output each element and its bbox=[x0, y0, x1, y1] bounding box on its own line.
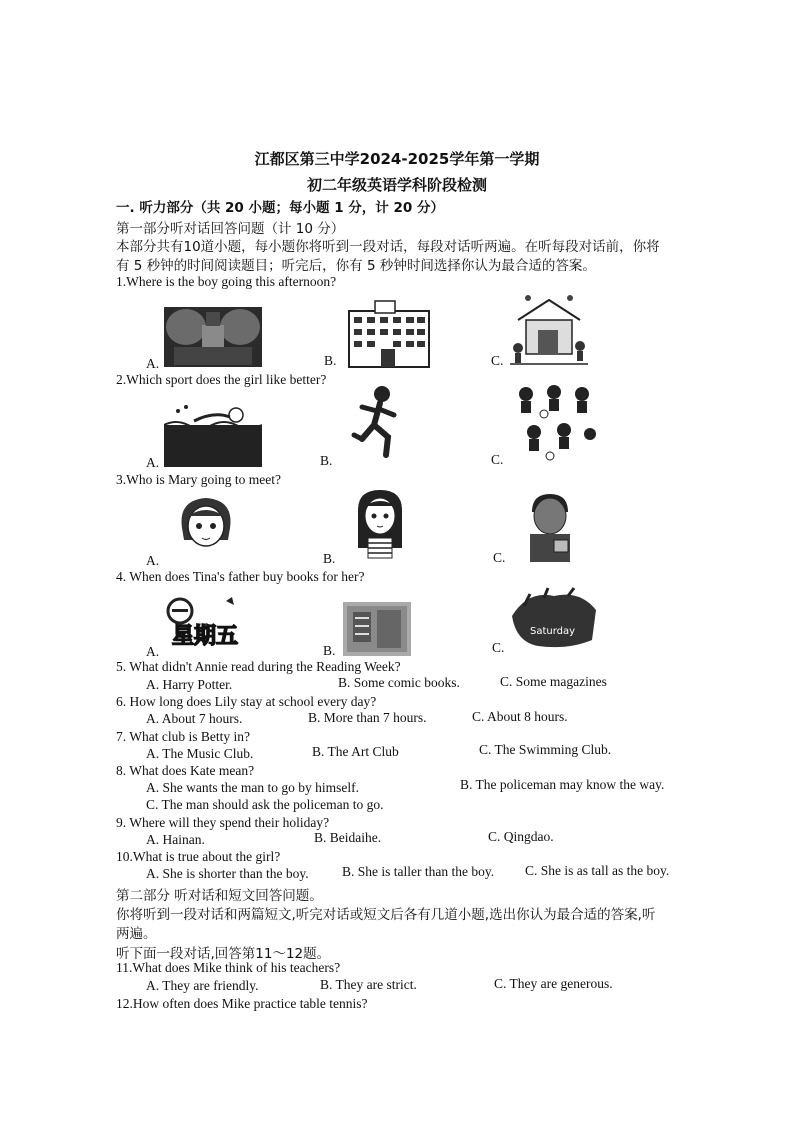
q9-option-b: B. Beidaihe. bbox=[314, 830, 382, 845]
q6-option-b: B. More than 7 hours. bbox=[308, 710, 427, 725]
q8-option-c: C. The man should ask the policeman to go. bbox=[146, 797, 384, 812]
question-4: 4. When does Tina's father buy books for her? bbox=[116, 569, 365, 584]
q1-option-b-label: B. bbox=[324, 353, 337, 368]
museum-photo-icon bbox=[164, 307, 262, 367]
q8-option-a: A. She wants the man to go by himself. bbox=[146, 780, 359, 795]
part2-instructions-1: 你将听到一段对话和两篇短文,听完对话或短文后各有几道小题,选出你认为最合适的答案,听 bbox=[116, 907, 656, 923]
friday-sign-icon bbox=[166, 595, 238, 655]
question-1: 1.Where is the boy going this afternoon? bbox=[116, 274, 337, 289]
question-5: 5. What didn't Annie read during the Reading Week? bbox=[116, 659, 401, 674]
q11-option-b: B. They are strict. bbox=[320, 977, 417, 992]
q7-option-a: A. The Music Club. bbox=[146, 746, 254, 761]
question-7: 7. What club is Betty in? bbox=[116, 729, 250, 744]
boy-icon bbox=[520, 490, 580, 562]
q5-option-a: A. Harry Potter. bbox=[146, 677, 233, 692]
q11-option-a: A. They are friendly. bbox=[146, 978, 259, 993]
part2-instructions-2: 两遍。 bbox=[116, 926, 157, 942]
q10-option-a: A. She is shorter than the boy. bbox=[146, 866, 309, 881]
q4-option-a-label: A. bbox=[146, 644, 160, 659]
part1-instructions-1: 本部分共有10道小题，每小题你将听到一段对话，每段对话听两遍。在听每段对话前，你将 bbox=[116, 239, 660, 255]
q9-option-c: C. Qingdao. bbox=[488, 829, 554, 844]
q7-option-c: C. The Swimming Club. bbox=[479, 742, 612, 757]
part2-title: 第二部分 听对话和短文回答问题。 bbox=[116, 888, 323, 904]
q5-option-b: B. Some comic books. bbox=[338, 675, 460, 690]
question-12: 12.How often does Mike practice table tennis? bbox=[116, 996, 368, 1011]
q9-option-a: A. Hainan. bbox=[146, 832, 205, 847]
q3-option-c-label: C. bbox=[493, 550, 506, 565]
wednesday-sign-icon bbox=[343, 602, 411, 656]
q8-option-b: B. The policeman may know the way. bbox=[460, 777, 665, 792]
friday-sign-text: 星期五 bbox=[172, 624, 239, 649]
q3-option-a-label: A. bbox=[146, 553, 160, 568]
question-9: 9. Where will they spend their holiday? bbox=[116, 815, 330, 830]
school-building-icon bbox=[345, 297, 433, 369]
q2-option-c-label: C. bbox=[491, 452, 504, 467]
part1-instructions-2: 有 5 秒钟的时间阅读题目；听完后，你有 5 秒钟时间选择你认为最合适的答案。 bbox=[116, 258, 596, 274]
q7-option-b: B. The Art Club bbox=[312, 744, 399, 759]
q6-option-c: C. About 8 hours. bbox=[472, 709, 568, 724]
part2-sub-intro: 听下面一段对话,回答第11～12题。 bbox=[116, 946, 331, 962]
question-10: 10.What is true about the girl? bbox=[116, 849, 281, 864]
q1-option-c-label: C. bbox=[491, 353, 504, 368]
q10-option-b: B. She is taller than the boy. bbox=[342, 864, 495, 879]
running-icon bbox=[346, 385, 408, 459]
q4-option-b-label: B. bbox=[323, 643, 336, 658]
q4-option-c-label: C. bbox=[492, 640, 505, 655]
question-8: 8. What does Kate mean? bbox=[116, 763, 255, 778]
girl-long-hair-icon bbox=[352, 488, 408, 560]
girl-short-hair-icon bbox=[174, 494, 238, 554]
question-6: 6. How long does Lily stay at school every day? bbox=[116, 694, 377, 709]
q11-option-c: C. They are generous. bbox=[494, 976, 613, 991]
playground-kids-icon bbox=[508, 290, 590, 368]
football-kids-icon bbox=[510, 384, 598, 466]
section-heading: 一. 听力部分（共 20 小题；每小题 1 分，计 20 分） bbox=[116, 200, 444, 216]
swimming-icon bbox=[164, 401, 262, 467]
q5-option-c: C. Some magazines bbox=[500, 674, 607, 689]
question-2: 2.Which sport does the girl like better? bbox=[116, 372, 327, 387]
q10-option-c: C. She is as tall as the boy. bbox=[525, 863, 670, 878]
q1-option-a-label: A. bbox=[146, 356, 160, 371]
question-11: 11.What does Mike think of his teachers? bbox=[116, 960, 341, 975]
q2-option-b-label: B. bbox=[320, 453, 333, 468]
q3-option-b-label: B. bbox=[323, 551, 336, 566]
part1-title: 第一部分听对话回答问题（计 10 分） bbox=[116, 221, 345, 237]
exam-subtitle: 初二年级英语学科阶段检测 bbox=[306, 176, 487, 194]
q6-option-a: A. About 7 hours. bbox=[146, 711, 243, 726]
question-3: 3.Who is Mary going to meet? bbox=[116, 472, 281, 487]
exam-title: 江都区第三中学2024-2025学年第一学期 bbox=[254, 150, 540, 168]
saturday-sign-icon bbox=[508, 586, 600, 652]
q2-option-a-label: A. bbox=[146, 455, 160, 470]
saturday-sign-text: Saturday bbox=[530, 626, 576, 637]
